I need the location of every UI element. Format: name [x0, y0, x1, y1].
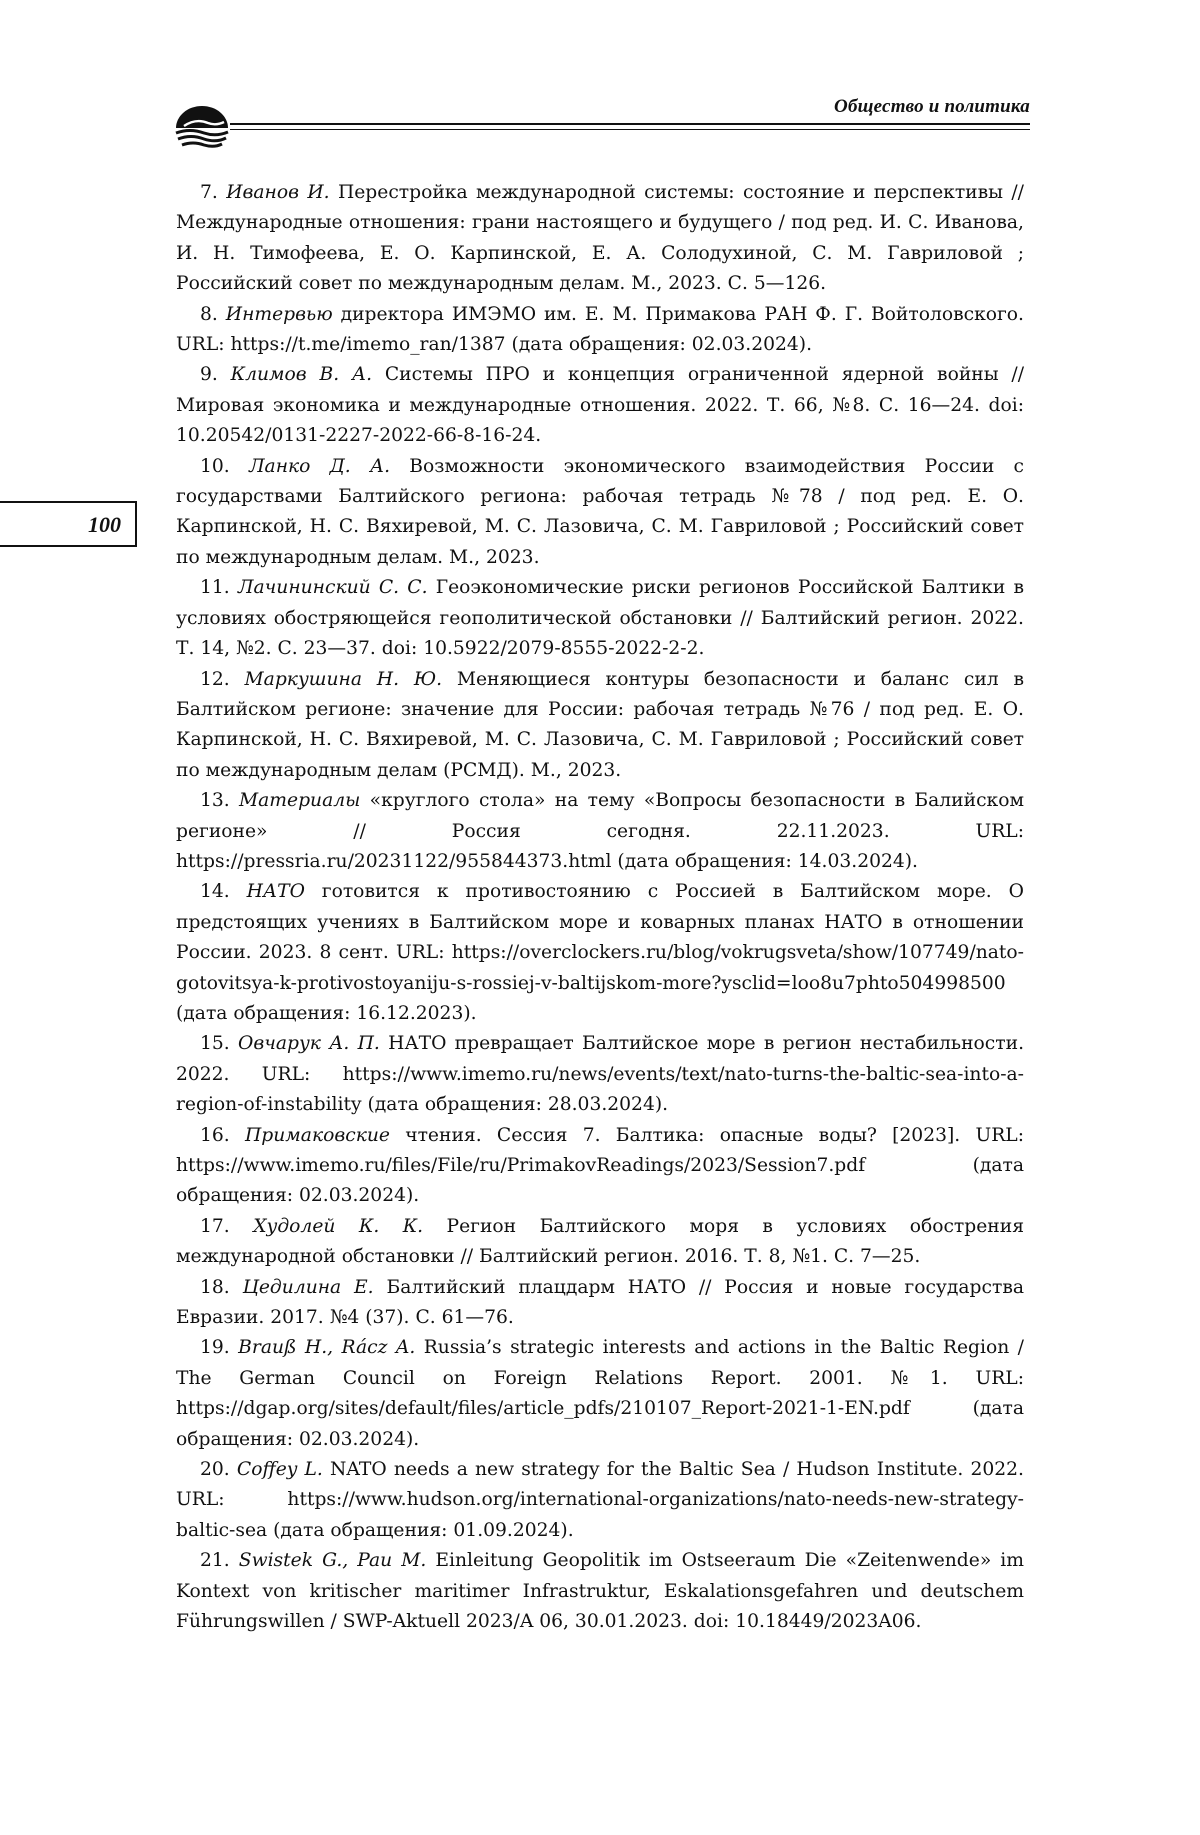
reference-item: [176, 452, 1024, 574]
reference-text: директора ИМЭМО им. Е. М. Примакова РАН Ф. Г. Войтоловского. URL: https://t.me/imemo_ran/1387 (дата обращения: 02.03.2024).: [176, 303, 1024, 356]
reference-item: [176, 877, 1024, 1029]
reference-text: Регион Балтийского моря в условиях обострения международной обстановки // Балтийский регион. 2016. Т. 8, №1. С. 7—25.: [176, 1215, 1024, 1268]
reference-author: Интервью: [225, 303, 333, 325]
reference-item: [176, 178, 1024, 300]
page-number-box: [0, 501, 137, 547]
reference-author: Brauß H., Rácz A.: [238, 1337, 416, 1359]
reference-item: [176, 1212, 1024, 1273]
reference-item: [176, 360, 1024, 451]
reference-author: Материалы: [239, 790, 361, 812]
reference-number: 16.: [200, 1124, 230, 1146]
reference-text: Russia’s strategic interests and actions in the Baltic Region / The German Council on Foreign Relations Report. 2001. №1. URL: https://dgap.org/sites/default/files/article_pdfs/210107_Report-2021-1-EN.pdf (дата обращения: 02.03.2024).: [176, 1337, 1024, 1450]
reference-text: Геоэкономические риски регионов Российской Балтики в условиях обостряющейся геополитической обстановки // Балтийский регион. 2022. Т. 14, №2. С. 23—37. doi: 10.5922/2079-8555-2022-2-2.: [176, 577, 1024, 660]
reference-text: NATO needs a new strategy for the Baltic Sea / Hudson Institute. 2022. URL: https://www.hudson.org/international-organizations/nato-needs-new-strategy-baltic-sea (дата обращения: 01.09.2024).: [176, 1459, 1024, 1541]
section-title: Общество и политика: [834, 96, 1030, 117]
reference-author: Coffey L.: [236, 1459, 323, 1481]
reference-item: [176, 1273, 1024, 1334]
reference-item: [176, 1333, 1024, 1455]
reference-item: [176, 1029, 1024, 1120]
reference-number: 8.: [200, 303, 218, 325]
reference-number: 15.: [200, 1033, 230, 1055]
reference-text: Возможности экономического взаимодействия России с государствами Балтийского региона: рабочая тетрадь №78 / под ред. Е. О. Карпинской, Н. С. Вяхиревой, М. С. Лазовича, С. М. Гавриловой ; Российский совет по международным делам. М., 2023.: [176, 455, 1024, 568]
reference-text: готовится к противостоянию с Россией в Балтийском море. О предстоящих учениях в Балтийском море и коварных планах НАТО в отношении России. 2023. 8 сент. URL: https://overclockers.ru/blog/vokrugsveta/show/107749/nato-gotovitsya-k-protivostoyaniju-s-rossiej-v-baltijskom-more?ysclid=loo8u7phto504998500 (дата обращения: 16.12.2023).: [176, 881, 1024, 1024]
reference-item: [176, 665, 1024, 787]
header-rule-thick: [230, 123, 1030, 125]
reference-text: чтения. Сессия 7. Балтика: опасные воды? [2023]. URL: https://www.imemo.ru/files/File/ru/PrimakovReadings/2023/Session7.pdf (дата обращения: 02.03.2024).: [176, 1124, 1024, 1207]
reference-number: 14.: [200, 881, 230, 903]
reference-author: Климов В. А.: [230, 364, 373, 386]
reference-author: Цедилина Е.: [242, 1276, 374, 1298]
reference-author: Примаковские: [245, 1124, 390, 1146]
page-number: 100: [88, 512, 121, 537]
reference-item: [176, 1121, 1024, 1212]
reference-item: [176, 786, 1024, 877]
reference-author: Худолей К. К.: [253, 1215, 424, 1237]
reference-number: 18.: [200, 1276, 230, 1298]
reference-item: [176, 300, 1024, 361]
reference-text: Перестройка международной системы: состояние и перспективы // Международные отношения: грани настоящего и будущего / под ред. И. С. Иванова, И. Н. Тимофеева, Е. О. Карпинской, Е. А. Солодухиной, С. М. Гавриловой ; Российский совет по международным делам. М., 2023. С. 5—126.: [176, 182, 1024, 295]
reference-number: 9.: [200, 364, 218, 386]
reference-item: [176, 573, 1024, 664]
reference-item: [176, 1455, 1024, 1546]
reference-author: Иванов И.: [226, 182, 330, 203]
reference-text: «круглого стола» на тему «Вопросы безопасности в Балийском регионе» // Россия сегодня. 22.11.2023. URL: https://pressria.ru/20231122/955844373.html (дата обращения: 14.03.2024).: [176, 790, 1024, 872]
reference-author: Ланко Д. А.: [248, 455, 391, 477]
reference-number: 7.: [200, 182, 218, 203]
reference-number: 10.: [200, 455, 230, 477]
reference-author: Лачининский С. С.: [237, 577, 428, 599]
reference-number: 17.: [200, 1215, 230, 1237]
reference-text: Балтийский плацдарм НАТО // Россия и новые государства Евразии. 2017. №4 (37). С. 61—76.: [176, 1276, 1024, 1329]
reference-author: Swistek G., Pau M.: [238, 1550, 427, 1572]
reference-text: Einleitung Geopolitik im Ostseeraum Die «Zeitenwende» im Kontext von kritischer maritimer Infrastruktur, Eskalationsgefahren und deutschem Führungswillen / SWP-Aktuell 2023/A 06, 30.01.2023. doi: 10.18449/2023A06.: [176, 1550, 1024, 1633]
reference-text: Системы ПРО и концепция ограниченной ядерной войны // Мировая экономика и международные отношения. 2022. Т. 66, №8. С. 16—24. doi: 10.20542/0131-2227-2022-66-8-16-24.: [176, 364, 1024, 447]
reference-text: НАТО превращает Балтийское море в регион нестабильности. 2022. URL: https://www.imemo.ru/news/events/text/nato-turns-the-baltic-sea-into-a-region-of-instability (дата обращения: 28.03.2024).: [176, 1033, 1025, 1116]
reference-number: 19.: [200, 1337, 230, 1359]
reference-list: [176, 178, 1024, 1638]
reference-item: [176, 1546, 1024, 1637]
reference-text: Меняющиеся контуры безопасности и баланс сил в Балтийском регионе: значение для России: рабочая тетрадь №76 / под ред. Е. О. Карпинской, Н. С. Вяхиревой, М. С. Лазовича, С. М. Гавриловой ; Российский совет по международным делам (РСМД). М., 2023.: [176, 668, 1024, 781]
reference-author: НАТО: [246, 881, 305, 903]
reference-author: Маркушина Н. Ю.: [244, 668, 443, 690]
reference-number: 12.: [200, 668, 230, 690]
running-header: [170, 96, 1030, 146]
reference-number: 20.: [200, 1459, 230, 1481]
reference-number: 21.: [200, 1550, 230, 1572]
reference-author: Овчарук А. П.: [238, 1033, 380, 1055]
reference-number: 13.: [200, 790, 230, 812]
reference-number: 11.: [200, 577, 230, 599]
header-rule-thin: [230, 129, 1030, 130]
